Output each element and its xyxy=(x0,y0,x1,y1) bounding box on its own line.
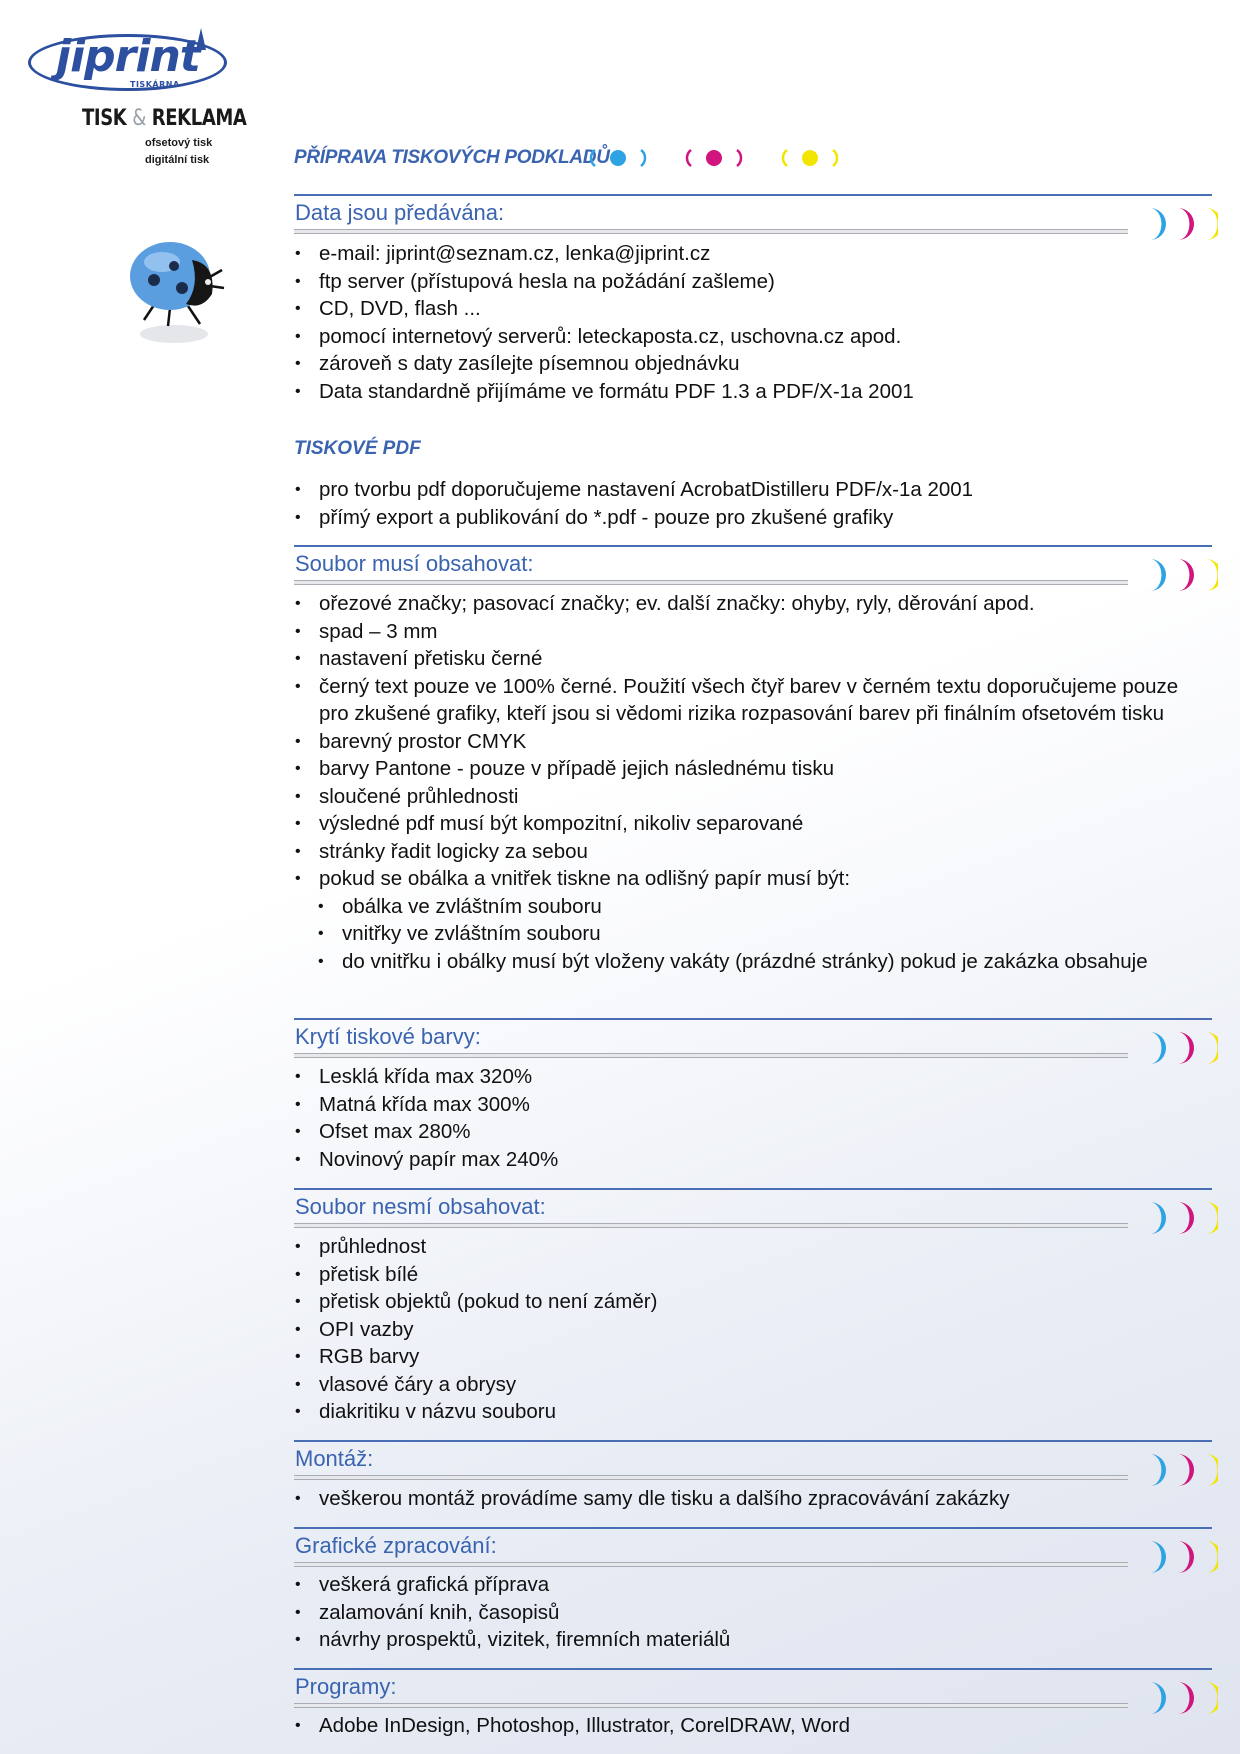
logo-text: jiprint xyxy=(56,31,200,82)
cmyk-dots-icon xyxy=(585,144,875,172)
section-underline xyxy=(294,1475,1128,1480)
section-rule xyxy=(294,1188,1212,1190)
page-title: PŘÍPRAVA TISKOVÝCH PODKLADŮ xyxy=(294,147,610,168)
section-title: Krytí tiskové barvy: xyxy=(295,1024,481,1049)
list-item: • Novinový papír max 240% xyxy=(294,1146,1204,1174)
tagline-tisk: TISK xyxy=(82,106,127,131)
section-title: Soubor musí obsahovat: xyxy=(295,551,534,576)
section-title: Soubor nesmí obsahovat: xyxy=(295,1194,546,1219)
section-underline xyxy=(294,1053,1128,1058)
section-underline xyxy=(294,1562,1128,1567)
section-underline xyxy=(294,1223,1128,1228)
list-montage xyxy=(294,1485,1204,1513)
list-item: • průhlednost xyxy=(294,1233,1204,1261)
section-underline xyxy=(294,1703,1128,1708)
list-item: • Adobe InDesign, Photoshop, Illustrator, CorelDRAW, Word xyxy=(294,1712,1204,1740)
list-item: • sloučené průhlednosti xyxy=(294,783,1204,811)
list-item: • barevný prostor CMYK xyxy=(294,728,1204,756)
section-rule xyxy=(294,194,1212,196)
ladybug-icon xyxy=(112,230,232,350)
list-subitem: • vnitřky ve zvláštním souboru xyxy=(294,920,1204,948)
list-item: • OPI vazby xyxy=(294,1316,1204,1344)
tagline-reklama: REKLAMA xyxy=(151,106,247,131)
list-must xyxy=(294,590,1204,975)
logo xyxy=(28,28,233,98)
list-item: • pro tvorbu pdf doporučujeme nastavení AcrobatDistilleru PDF/x-1a 2001 xyxy=(294,476,1204,504)
list-coverage xyxy=(294,1063,1204,1173)
section-title: Data jsou předávána: xyxy=(295,200,505,225)
list-item: • e-mail: jiprint@seznam.cz, lenka@jiprint.cz xyxy=(294,240,1204,268)
list-item: • návrhy prospektů, vizitek, firemních materiálů xyxy=(294,1626,1204,1654)
section-underline xyxy=(294,580,1128,585)
list-item: • stránky řadit logicky za sebou xyxy=(294,838,1204,866)
list-item: • přetisk objektů (pokud to není záměr) xyxy=(294,1288,1204,1316)
list-item: • pomocí internetový serverů: leteckaposta.cz, uschovna.cz apod. xyxy=(294,323,1204,351)
list-item: • pokud se obálka a vnitřek tiskne na odlišný papír musí být: xyxy=(294,865,1204,893)
section-rule xyxy=(294,1440,1212,1442)
section-title: Montáž: xyxy=(295,1446,374,1471)
logo-subtitle: TISKÁRNA xyxy=(130,80,180,89)
tagline-ampersand: & xyxy=(132,106,146,131)
list-subitem: • obálka ve zvláštním souboru xyxy=(294,893,1204,921)
list-item: • přímý export a publikování do *.pdf - pouze pro zkušené grafiky xyxy=(294,504,1204,532)
list-item: • přetisk bílé xyxy=(294,1261,1204,1289)
tagline xyxy=(82,106,246,131)
section-rule xyxy=(294,1018,1212,1020)
section-rule xyxy=(294,545,1212,547)
section-title: Grafické zpracování: xyxy=(295,1533,497,1558)
list-item: • výsledné pdf musí být kompozitní, nikoliv separované xyxy=(294,810,1204,838)
list-item: • nastavení přetisku černé xyxy=(294,645,1204,673)
list-programs xyxy=(294,1712,1204,1740)
list-graphic xyxy=(294,1571,1204,1654)
section-rule xyxy=(294,1527,1212,1529)
service-digital: digitální tisk xyxy=(145,154,210,166)
list-item: • zároveň s daty zasílejte písemnou objednávku xyxy=(294,350,1204,378)
list-item: • černý text pouze ve 100% černé. Použití všech čtyř barev v černém textu doporučujeme pouze pro zkušené grafiky, kteří jsou si vědomi rizika rozpasování barev při finálním ofsetovém tisku xyxy=(294,673,1204,728)
list-item: • vlasové čáry a obrysy xyxy=(294,1371,1204,1399)
list-pdf xyxy=(294,476,1204,531)
list-item: • Data standardně přijímáme ve formátu PDF 1.3 a PDF/X-1a 2001 xyxy=(294,378,1204,406)
section-title: Programy: xyxy=(295,1674,397,1699)
list-item: • RGB barvy xyxy=(294,1343,1204,1371)
list-item: • Lesklá křída max 320% xyxy=(294,1063,1204,1091)
list-data xyxy=(294,240,1204,405)
list-item: • veškerá grafická příprava xyxy=(294,1571,1204,1599)
list-item: • Ofset max 280% xyxy=(294,1118,1204,1146)
section-rule xyxy=(294,1668,1212,1670)
list-mustnot xyxy=(294,1233,1204,1426)
service-offset: ofsetový tisk xyxy=(145,137,213,149)
list-subitem: • do vnitřku i obálky musí být vloženy vakáty (prázdné stránky) pokud je zakázka obsahuje xyxy=(294,948,1204,976)
list-item: • zalamování knih, časopisů xyxy=(294,1599,1204,1627)
list-item: • Matná křída max 300% xyxy=(294,1091,1204,1119)
list-item: • ořezové značky; pasovací značky; ev. další značky: ohyby, ryly, děrování apod. xyxy=(294,590,1204,618)
list-item: • barvy Pantone - pouze v případě jejich následnému tisku xyxy=(294,755,1204,783)
subheading-pdf: TISKOVÉ PDF xyxy=(294,438,421,459)
section-underline xyxy=(294,229,1128,234)
list-item: • CD, DVD, flash ... xyxy=(294,295,1204,323)
list-item: • spad – 3 mm xyxy=(294,618,1204,646)
list-item: • veškerou montáž provádíme samy dle tisku a dalšího zpracovávání zakázky xyxy=(294,1485,1204,1513)
list-item: • diakritiku v názvu souboru xyxy=(294,1398,1204,1426)
list-item: • ftp server (přístupová hesla na požádání zašleme) xyxy=(294,268,1204,296)
